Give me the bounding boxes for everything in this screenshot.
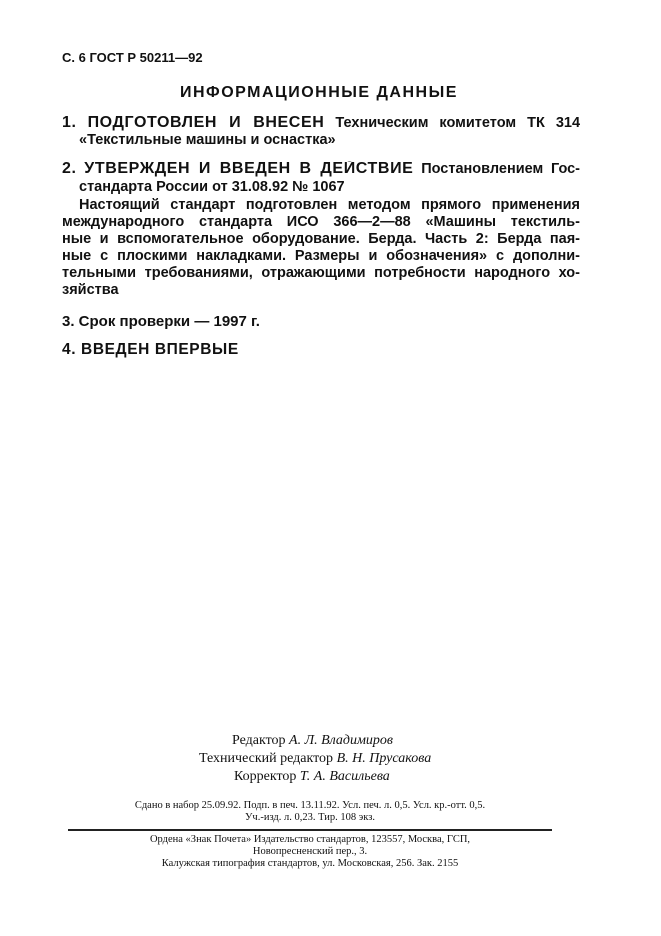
item-1 [62,115,580,131]
imprint-line: Уч.-изд. л. 0,23. Тир. 108 экз. [244,812,375,823]
paragraph-line: ные и вспомогательное оборудование. Берда. Часть 2: Берда пая- [62,231,580,247]
credit-corrector [234,769,390,785]
publisher-line: Новопресненский пер., 3. [252,846,368,857]
credit-name: Т. А. Васильева [299,769,390,784]
paragraph-line: ные с плоскими накладками. Размеры и обозначения» с дополни- [62,248,580,264]
page-header: С. 6 ГОСТ Р 50211—92 [62,50,203,65]
item-2-heading-caps: УТВЕРЖДЕН И ВВЕДЕН В ДЕЙСТВИЕ [84,161,414,177]
credit-editor [232,733,393,749]
credit-role: Корректор [234,769,297,784]
credit-role: Редактор [232,733,286,748]
paragraph-line: зяйства [62,282,119,298]
item-3: 3. Срок проверки — 1997 г. [62,313,260,330]
divider [68,829,552,831]
paragraph-line: Настоящий стандарт подготовлен методом прямого применения [79,197,580,213]
publisher-line: Калужская типография стандартов, ул. Московская, 256. Зак. 2155 [161,858,459,869]
credit-tech-editor [199,751,431,767]
credit-name: В. Н. Прусакова [336,751,432,766]
item-1-line2: «Текстильные машины и оснастка» [79,132,336,148]
imprint-line: Сдано в набор 25.09.92. Подп. в печ. 13.11.92. Усл. печ. л. 0,5. Усл. кр.-отт. 0,5. [134,800,486,811]
item-2-line2: стандарта России от 31.08.92 № 1067 [79,179,345,195]
item-2-text: Постановлением Гос- [421,161,580,177]
item-1-heading: 1. [62,115,77,131]
item-2 [62,161,580,177]
item-2-num: 2. [62,161,77,177]
item-1-text: Техническим комитетом ТК 314 [335,115,580,131]
page-title: ИНФОРМАЦИОННЫЕ ДАННЫЕ [180,84,458,101]
credit-name: А. Л. Владимиров [289,733,393,748]
publisher-line: Ордена «Знак Почета» Издательство стандартов, 123557, Москва, ГСП, [149,834,471,845]
credit-role: Технический редактор [199,751,334,766]
paragraph-line: международного стандарта ИСО 366—2—88 «Машины текстиль- [62,214,580,230]
paragraph-line: тельными требованиями, отражающими потребности народного хо- [62,265,580,281]
item-1-heading-caps: ПОДГОТОВЛЕН И ВНЕСЕН [87,115,325,131]
item-4: 4. ВВЕДЕН ВПЕРВЫЕ [62,341,239,358]
